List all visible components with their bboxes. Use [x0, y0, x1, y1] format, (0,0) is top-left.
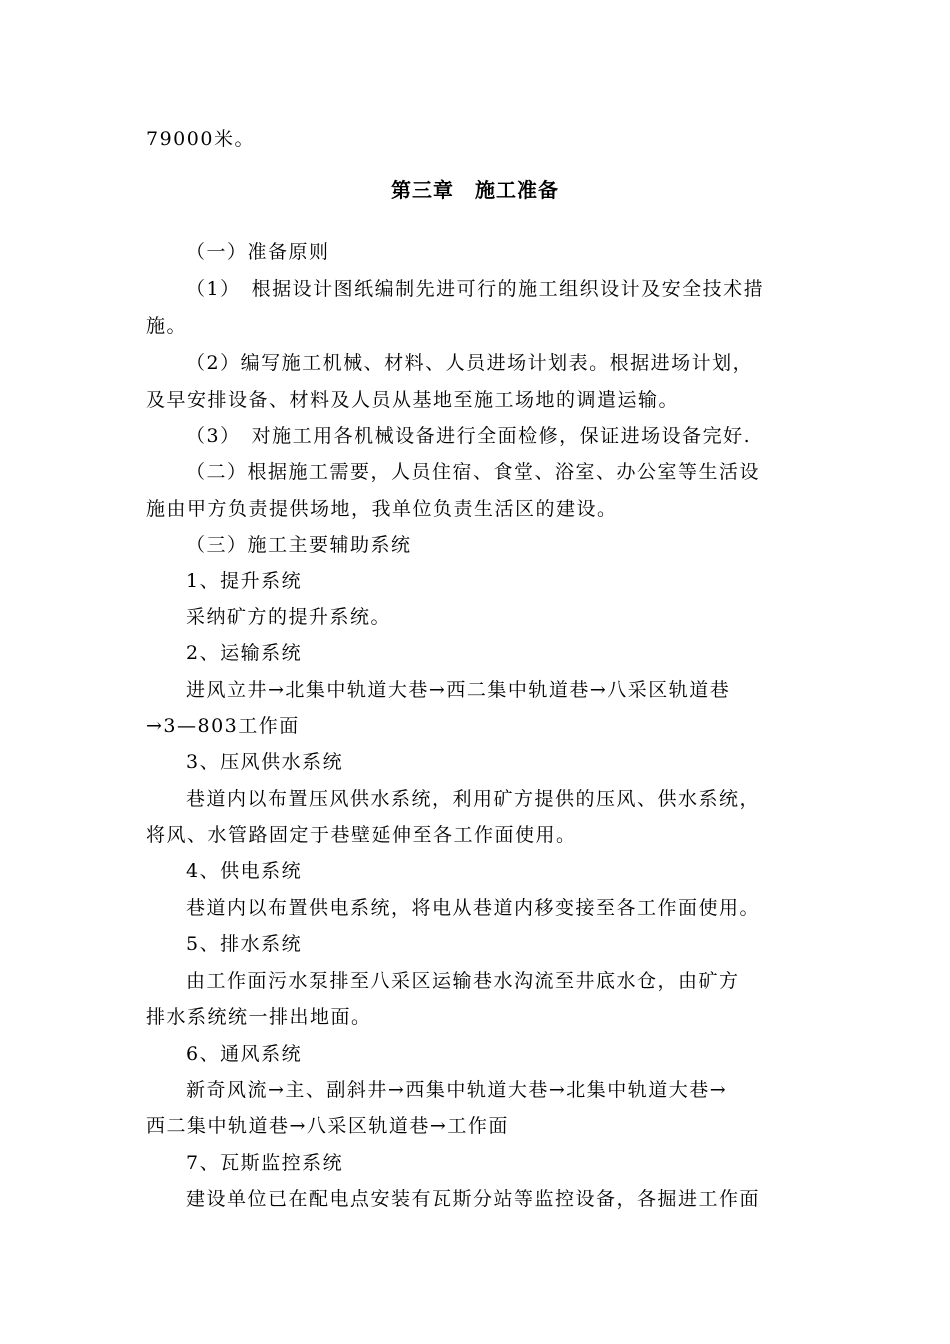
subsection-heading-7: 7、瓦斯监控系统 [186, 1152, 344, 1174]
text-line-1: 79000米。 [146, 128, 255, 150]
text-line-24: 排水系统统一排出地面。 [146, 1006, 372, 1028]
text-line-18: 巷道内以布置压风供水系统，利用矿方提供的压风、供水系统， [186, 788, 761, 810]
text-line-21: 巷道内以布置供电系统，将电从巷道内移变接至各工作面使用。 [186, 897, 761, 919]
subsection-heading-6: 6、通风系统 [186, 1043, 303, 1065]
chapter-title: 第三章 施工准备 [391, 178, 559, 202]
text-line-10: 施由甲方负责提供场地，我单位负责生活区的建设。 [146, 498, 618, 520]
text-line-5: 施。 [146, 315, 188, 337]
subsection-heading-5: 5、排水系统 [186, 933, 303, 955]
text-line-15: 进风立井→北集中轨道大巷→西二集中轨道巷→八采区轨道巷 [186, 679, 731, 701]
text-line-26: 新奇风流→主、副斜井→西集中轨道大巷→北集中轨道大巷→ [186, 1079, 728, 1101]
text-line-13: 采纳矿方的提升系统。 [186, 606, 392, 628]
text-line-4: （1） 根据设计图纸编制先进可行的施工组织设计及安全技术措 [186, 278, 765, 300]
text-line-9: （二）根据施工需要，人员住宿、食堂、浴室、办公室等生活设 [186, 461, 761, 483]
text-line-7: 及早安排设备、材料及人员从基地至施工场地的调遣运输。 [146, 389, 680, 411]
subsection-heading-1: 1、提升系统 [186, 570, 303, 592]
text-line-29: 建设单位已在配电点安装有瓦斯分站等监控设备，各掘进工作面 [186, 1188, 761, 1210]
subsection-heading-2: 2、运输系统 [186, 642, 303, 664]
subsection-heading-3: 3、压风供水系统 [186, 751, 344, 773]
text-line-23: 由工作面污水泵排至八采区运输巷水沟流至井底水仓，由矿方 [186, 970, 740, 992]
text-line-6: （2）编写施工机械、材料、人员进场计划表。根据进场计划， [186, 352, 754, 374]
text-line-16: →3—803工作面 [146, 715, 300, 737]
section-heading-1: （一）准备原则 [186, 241, 330, 263]
text-line-19: 将风、水管路固定于巷壁延伸至各工作面使用。 [146, 824, 577, 846]
text-line-8: （3） 对施工用各机械设备进行全面检修，保证进场设备完好. [186, 425, 752, 447]
text-line-27: 西二集中轨道巷→八采区轨道巷→工作面 [146, 1115, 509, 1137]
section-heading-3: （三）施工主要辅助系统 [186, 534, 412, 556]
subsection-heading-4: 4、供电系统 [186, 860, 303, 882]
